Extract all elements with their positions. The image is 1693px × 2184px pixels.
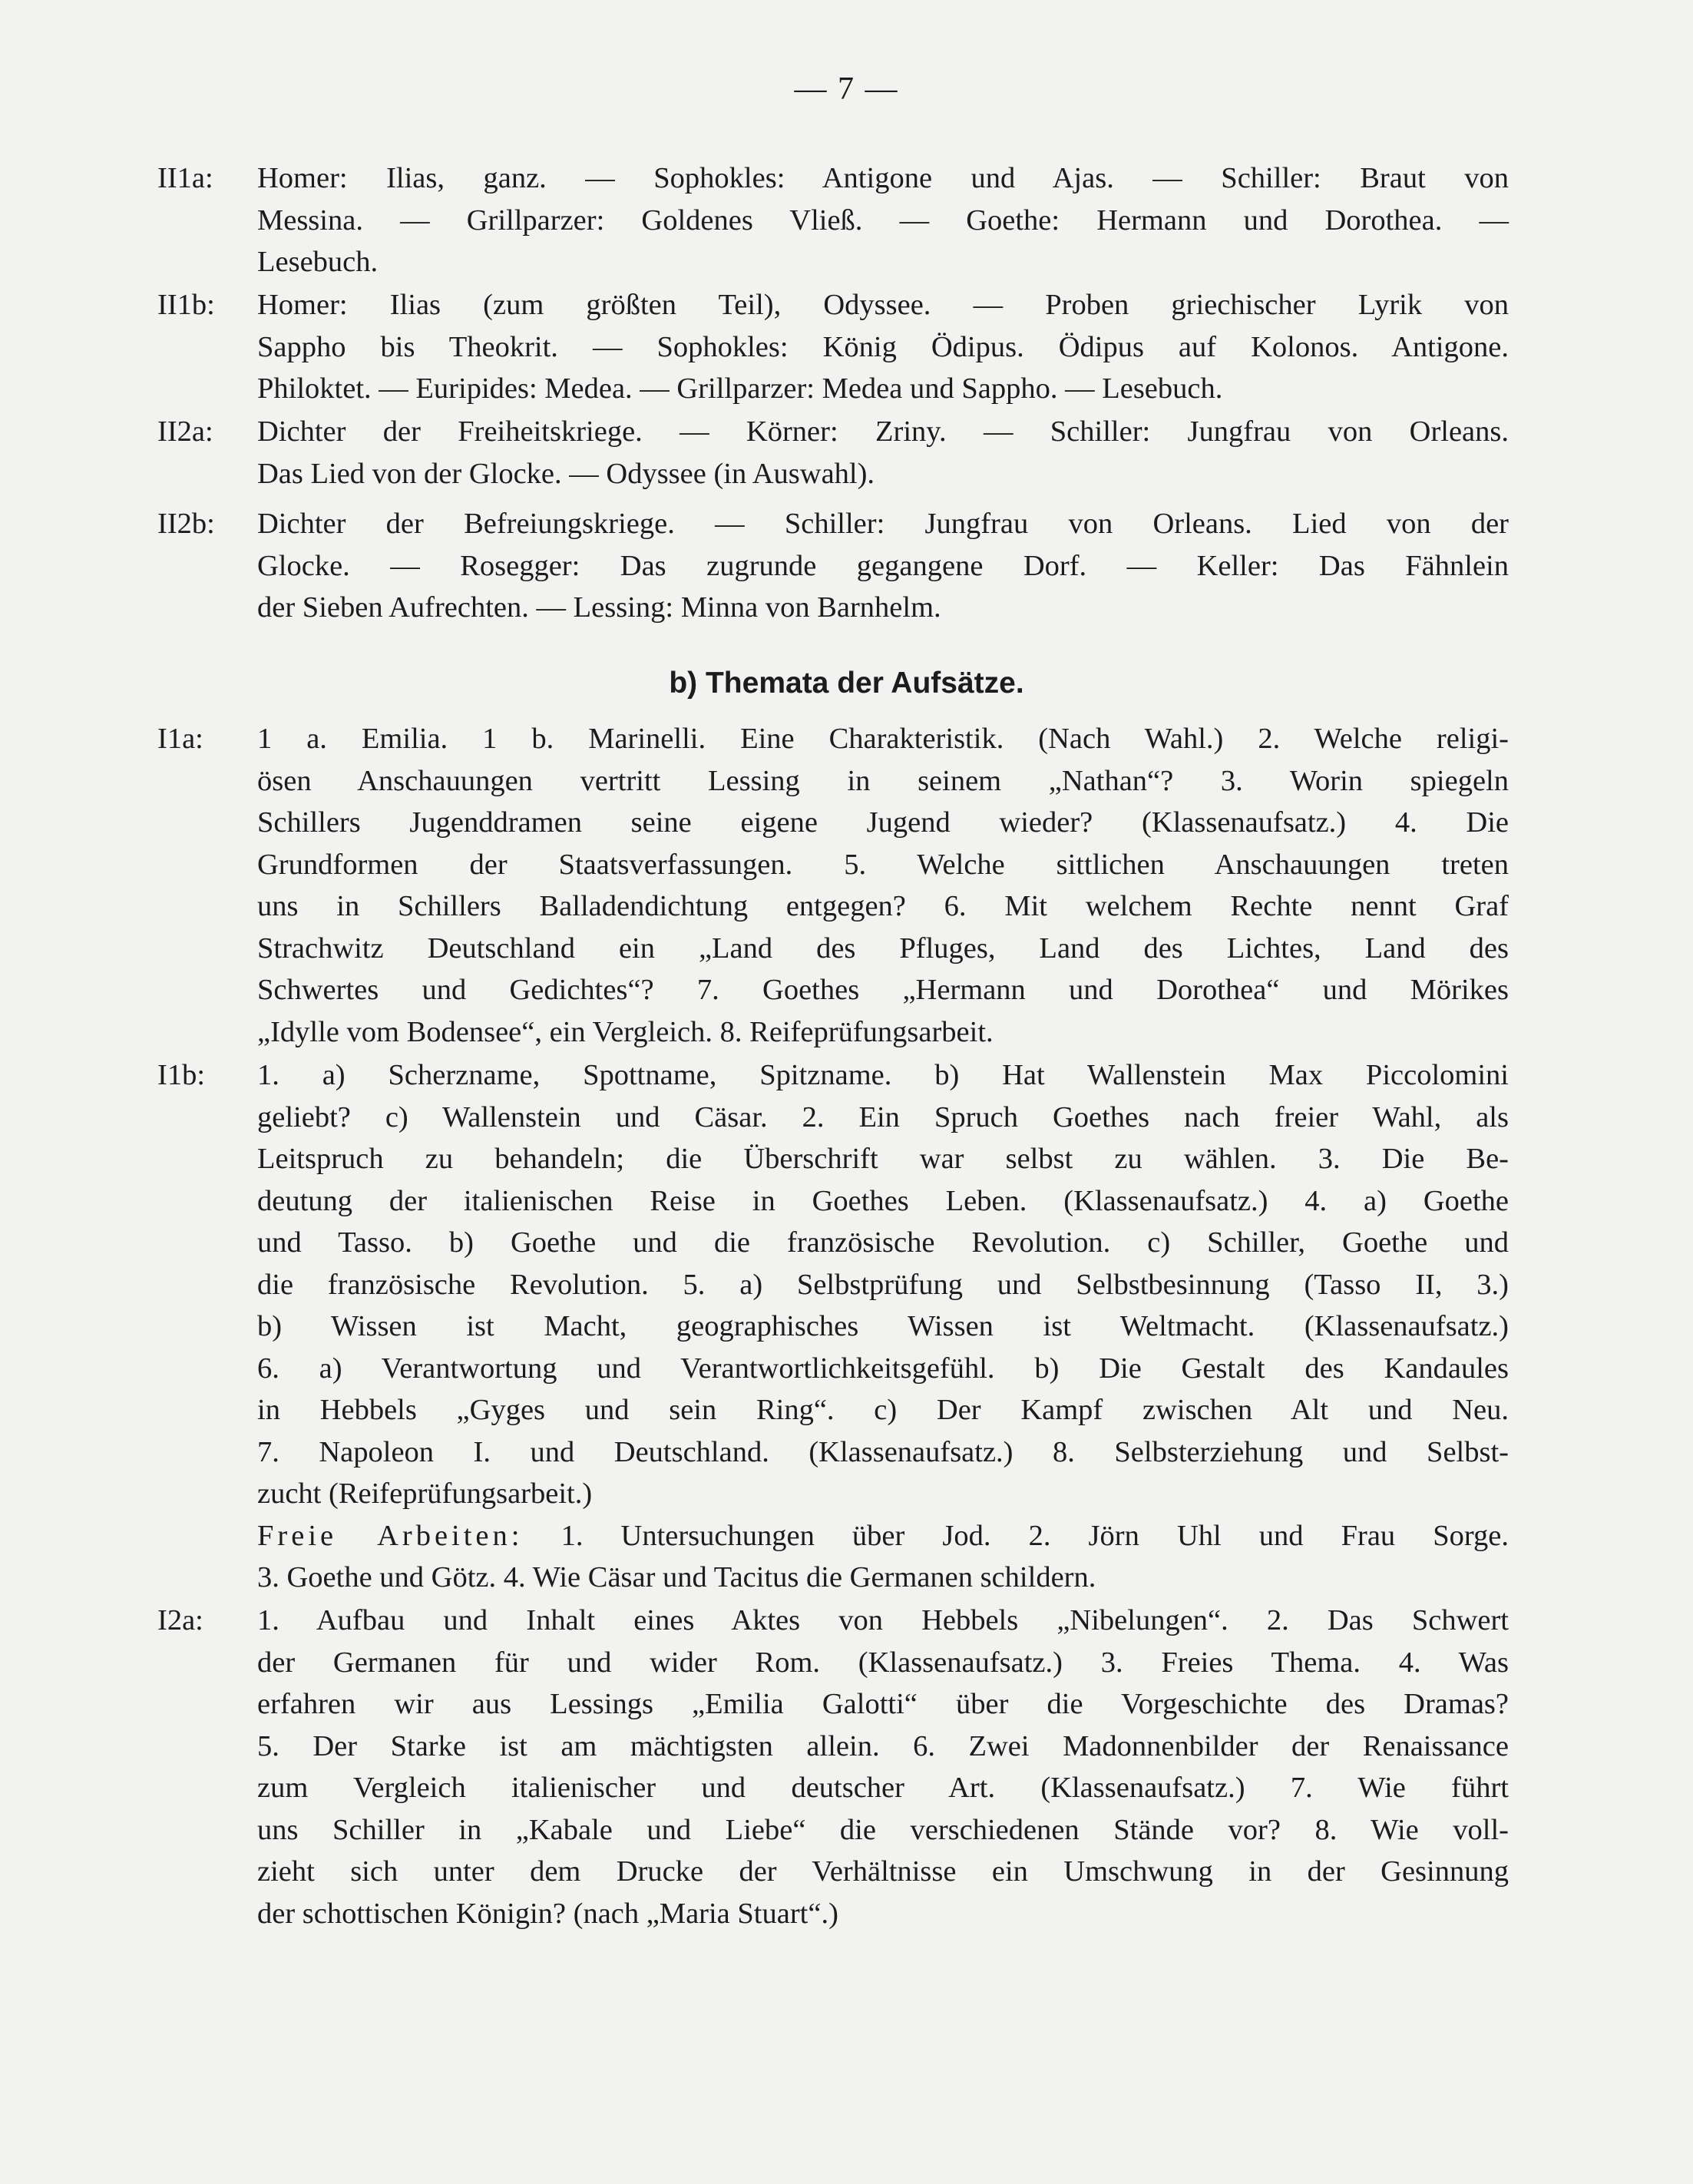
free-work-text: 1. Untersuchungen über Jod. 2. Jörn Uhl und Frau Sorge.: [560, 1519, 1509, 1552]
text-line: Grundformen der Staatsverfassungen. 5. Welche sittlichen Anschauungen treten: [257, 848, 1509, 881]
text-line: deutung der italienischen Reise in Goethes Leben. (Klassenaufsatz.) 4. a) Goethe: [257, 1184, 1509, 1217]
entry-text: [257, 718, 1509, 1053]
text-line: 1. Aufbau und Inhalt eines Aktes von Hebbels „Nibelungen“. 2. Das Schwert: [257, 1604, 1509, 1636]
essay-entry-I2a: [157, 1600, 1509, 1934]
entry-text: [257, 503, 1509, 629]
text-line: die französische Revolution. 5. a) Selbstprüfung und Selbstbesinnung (Tasso II, 3.): [257, 1268, 1509, 1301]
text-line: Schillers Jugenddramen seine eigene Jugend wieder? (Klassenaufsatz.) 4. Die: [257, 806, 1509, 839]
text-line: der schottischen Königin? (nach „Maria Stuart“.): [257, 1897, 838, 1930]
reading-entry-II2b: [157, 503, 1509, 629]
text-line: erfahren wir aus Lessings „Emilia Galotti“ über die Vorgeschichte des Dramas?: [257, 1688, 1509, 1720]
class-label: I1a:: [157, 723, 203, 755]
text-line: Dichter der Befreiungskriege. — Schiller: Jungfrau von Orleans. Lied von der: [257, 508, 1509, 540]
text-line: Das Lied von der Glocke. — Odyssee (in Auswahl).: [257, 457, 875, 490]
text-line: geliebt? c) Wallenstein und Cäsar. 2. Ein Spruch Goethes nach freier Wahl, als: [257, 1100, 1509, 1133]
text-line: Dichter der Freiheitskriege. — Körner: Zriny. — Schiller: Jungfrau von Orleans.: [257, 415, 1509, 448]
text-line: Glocke. — Rosegger: Das zugrunde gegangene Dorf. — Keller: Das Fähnlein: [257, 549, 1509, 582]
text-line: und Tasso. b) Goethe und die französische Revolution. c) Schiller, Goethe und: [257, 1226, 1509, 1259]
text-line: der Germanen für und wider Rom. (Klassenaufsatz.) 3. Freies Thema. 4. Was: [257, 1646, 1509, 1679]
text-line: uns Schiller in „Kabale und Liebe“ die verschiedenen Stände vor? 8. Wie voll-: [257, 1813, 1509, 1846]
text-line: 5. Der Starke ist am mächtigsten allein. 6. Zwei Madonnenbilder der Renaissance: [257, 1729, 1509, 1762]
text-line: in Hebbels „Gyges und sein Ring“. c) Der Kampf zwischen Alt und Neu.: [257, 1394, 1509, 1426]
text-line: Homer: Ilias, ganz. — Sophokles: Antigone und Ajas. — Schiller: Braut von: [257, 162, 1509, 194]
text-line: Schwertes und Gedichtes“? 7. Goethes „Hermann und Dorothea“ und Mörikes: [257, 974, 1509, 1006]
essay-entry-I1a: [157, 718, 1509, 1053]
text-line: „Idylle vom Bodensee“, ein Vergleich. 8. Reifeprüfungsarbeit.: [257, 1015, 994, 1048]
essay-entry-I1b: [157, 1054, 1509, 1599]
class-label: II1a:: [157, 162, 213, 194]
text-line: 6. a) Verantwortung und Verantwortlichkeitsgefühl. b) Die Gestalt des Kandaules: [257, 1352, 1509, 1385]
text-line: 3. Goethe und Götz. 4. Wie Cäsar und Tacitus die Germanen schildern.: [257, 1561, 1096, 1593]
text-line: b) Wissen ist Macht, geographisches Wissen ist Weltmacht. (Klassenaufsatz.): [257, 1310, 1509, 1342]
text-line: Philoktet. — Euripides: Medea. — Grillparzer: Medea und Sappho. — Lesebuch.: [257, 372, 1223, 405]
text-line: Lesebuch.: [257, 246, 379, 278]
class-label: II2b:: [157, 508, 215, 540]
reading-entry-II1a: [157, 157, 1509, 283]
class-label: I1b:: [157, 1059, 206, 1091]
text-line: der Sieben Aufrechten. — Lessing: Minna von Barnhelm.: [257, 591, 941, 624]
entry-text: [257, 1600, 1509, 1934]
text-line: [257, 1515, 1509, 1557]
entry-text: [257, 284, 1509, 410]
reading-entry-II1b: [157, 284, 1509, 410]
text-line: ösen Anschauungen vertritt Lessing in seinem „Nathan“? 3. Worin spiegeln: [257, 764, 1509, 797]
class-label: II2a:: [157, 415, 213, 448]
class-label: II1b:: [157, 289, 215, 321]
class-label: I2a:: [157, 1604, 203, 1636]
entry-text: [257, 157, 1509, 283]
text-line: Strachwitz Deutschland ein „Land des Pfluges, Land des Lichtes, Land des: [257, 932, 1509, 965]
text-line: 1 a. Emilia. 1 b. Marinelli. Eine Charakteristik. (Nach Wahl.) 2. Welche religi-: [257, 723, 1509, 755]
text-line: uns in Schillers Balladendichtung entgegen? 6. Mit welchem Rechte nennt Graf: [257, 890, 1509, 922]
text-line: Sappho bis Theokrit. — Sophokles: König Ödipus. Ödipus auf Kolonos. Antigone.: [257, 330, 1509, 363]
entry-text: [257, 1054, 1509, 1599]
section-heading: b) Themata der Aufsätze.: [669, 667, 1024, 700]
text-line: 7. Napoleon I. und Deutschland. (Klassenaufsatz.) 8. Selbsterziehung und Selbst-: [257, 1435, 1509, 1468]
entry-text: [257, 411, 1509, 495]
text-line: zucht (Reifeprüfungsarbeit.): [257, 1478, 593, 1510]
text-line: zum Vergleich italienischer und deutscher Art. (Klassenaufsatz.) 7. Wie führt: [257, 1772, 1509, 1804]
page-number: — 7 —: [794, 71, 899, 107]
free-work-label: Freie Arbeiten:: [257, 1519, 524, 1552]
reading-entry-II2a: [157, 411, 1509, 495]
text-line: zieht sich unter dem Drucke der Verhältnisse ein Umschwung in der Gesinnung: [257, 1855, 1509, 1888]
text-line: Messina. — Grillparzer: Goldenes Vließ. — Goethe: Hermann und Dorothea. —: [257, 204, 1509, 237]
text-line: 1. a) Scherzname, Spottname, Spitzname. b) Hat Wallenstein Max Piccolomini: [257, 1059, 1509, 1091]
text-line: Homer: Ilias (zum größten Teil), Odyssee. — Proben griechischer Lyrik von: [257, 289, 1509, 321]
text-line: Leitspruch zu behandeln; die Überschrift war selbst zu wählen. 3. Die Be-: [257, 1143, 1509, 1175]
